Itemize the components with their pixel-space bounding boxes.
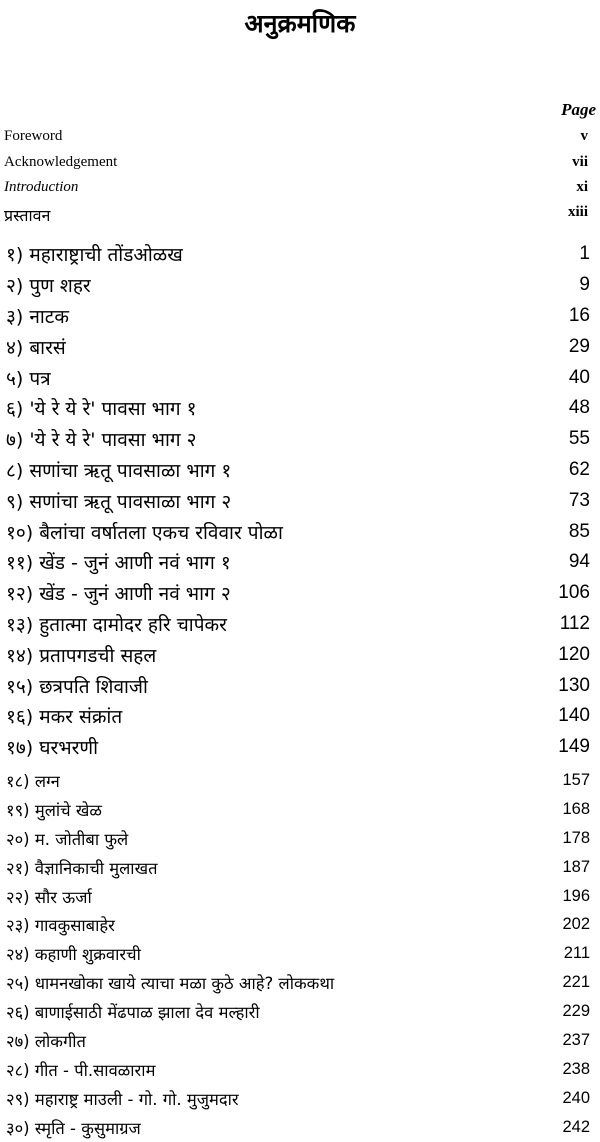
toc-entry (6, 547, 590, 578)
toc-entry (6, 1026, 590, 1055)
entry-title: ४) बारसं (6, 336, 66, 359)
entry-page: 240 (562, 1088, 590, 1107)
entry-title: २२) सौर ऊर्जा (6, 887, 92, 907)
toc-entry (6, 1113, 590, 1142)
entry-page: 202 (562, 915, 590, 934)
front-matter-label: Foreword (4, 128, 63, 144)
toc-entry (6, 701, 590, 732)
entry-page: 149 (558, 736, 590, 758)
entry-page: 85 (568, 520, 590, 542)
toc-entry (6, 968, 590, 997)
toc-entry (6, 578, 590, 609)
toc-entry (6, 1084, 590, 1113)
front-matter-page: v (580, 128, 588, 144)
toc-entry (6, 1055, 590, 1084)
entry-page: 196 (562, 886, 590, 905)
entry-page: 140 (558, 705, 590, 727)
entry-title: ६) 'ये रे ये रे' पावसा भाग १ (6, 398, 197, 421)
entry-title: २१) वैज्ञानिकाची मुलाखत (6, 858, 158, 878)
toc-entry (6, 997, 590, 1026)
entry-page: 55 (568, 428, 590, 450)
entry-page: 237 (562, 1030, 590, 1049)
front-matter-row (4, 179, 588, 196)
entry-title: १६) मकर संक्रांत (6, 706, 123, 729)
entry-page: 29 (568, 335, 590, 357)
chapter-list-continued (6, 766, 590, 1142)
entry-page: 187 (562, 857, 590, 876)
entry-title: २९) महाराष्ट्र माउली - गो. गो. मुजुमदार (6, 1089, 239, 1109)
entry-page: 48 (568, 397, 590, 419)
entry-title: १०) बैलांचा वर्षातला एकच रविवार पोळा (6, 521, 283, 544)
entry-title: ९) सणांचा ऋतू पावसाळा भाग २ (6, 490, 232, 513)
entry-title: १५) छत्रपति शिवाजी (6, 675, 148, 698)
front-matter-row (4, 128, 588, 145)
entry-title: २०) म. जोतीबा फुले (6, 829, 129, 849)
entry-page: 62 (568, 458, 590, 480)
toc-entry (6, 766, 590, 795)
toc-entry (6, 362, 590, 393)
entry-page: 130 (558, 674, 590, 696)
entry-title: ३) नाटक (6, 305, 69, 328)
entry-title: १९) मुलांचे खेळ (6, 800, 102, 820)
entry-page: 229 (562, 1002, 590, 1021)
front-matter-label: Acknowledgement (4, 154, 118, 170)
front-matter-page: xi (576, 179, 588, 195)
entry-title: ३०) स्मृति - कुसुमाग्रज (6, 1118, 141, 1138)
entry-page: 94 (568, 551, 590, 573)
entry-page: 238 (562, 1059, 590, 1078)
toc-entry (6, 853, 590, 882)
front-matter-row (4, 154, 588, 171)
entry-page: 1 (579, 243, 590, 265)
entry-page: 157 (562, 770, 590, 789)
toc-entry (6, 424, 590, 455)
toc-entry (6, 301, 590, 332)
entry-title: ८) सणांचा ऋतू पावसाळा भाग १ (6, 459, 232, 482)
entry-title: २४) कहाणी शुक्रवारची (6, 945, 141, 965)
entry-title: २७) लोकगीत (6, 1031, 86, 1051)
entry-title: ५) पत्र (6, 367, 51, 390)
entry-title: १) महाराष्ट्राची तोंडओळख (6, 244, 183, 267)
toc-entry (6, 393, 590, 424)
entry-page: 242 (562, 1117, 590, 1136)
toc-entry (6, 609, 590, 640)
page-title: अनुक्रमणिक (244, 9, 356, 38)
toc-entry (6, 239, 590, 270)
toc-entry (6, 910, 590, 939)
entry-page: 112 (559, 612, 590, 634)
entry-title: १८) लग्न (6, 771, 60, 791)
front-matter-label: Introduction (4, 179, 79, 195)
entry-title: २५) धामनखोका खाये त्याचा मळा कुठे आहे? लोककथा (6, 974, 335, 994)
toc-entry (6, 455, 590, 486)
front-matter-page: vii (572, 154, 588, 170)
entry-page: 40 (568, 366, 590, 388)
page-column-header: Page (561, 100, 596, 119)
toc-entry (6, 516, 590, 547)
toc-entry (6, 639, 590, 670)
toc-entry (6, 331, 590, 362)
entry-page: 106 (558, 582, 590, 604)
entry-title: १७) घरभरणी (6, 737, 98, 760)
entry-title: १३) हुतात्मा दामोदर हरि चापेकर (6, 613, 227, 636)
entry-title: १४) प्रतापगडची सहल (6, 644, 157, 667)
entry-page: 221 (562, 973, 590, 992)
toc-entry (6, 732, 590, 763)
entry-page: 16 (568, 304, 590, 326)
toc-entry (6, 824, 590, 853)
entry-title: २६) बाणाईसाठी मेंढपाळ झाला देव मल्हारी (6, 1003, 260, 1023)
toc-entry (6, 939, 590, 968)
entry-title: १२) खेंड - जुनं आणी नवं भाग २ (6, 583, 231, 606)
entry-title: ७) 'ये रे ये रे' पावसा भाग २ (6, 429, 197, 452)
front-matter-label: प्रस्तावन (4, 206, 51, 225)
chapter-list (6, 239, 590, 763)
entry-title: २३) गावकुसाबाहेर (6, 916, 115, 936)
entry-page: 178 (562, 828, 590, 847)
toc-entry (6, 795, 590, 824)
entry-title: ११) खेंड - जुनं आणी नवं भाग १ (6, 552, 231, 575)
entry-page: 211 (563, 944, 590, 963)
entry-page: 168 (562, 799, 590, 818)
toc-entry (6, 270, 590, 301)
front-matter-row (4, 204, 588, 226)
entry-title: २८) गीत - पी.सावळाराम (6, 1060, 156, 1080)
entry-page: 9 (579, 274, 590, 296)
front-matter-page: xiii (567, 204, 588, 220)
toc-entry (6, 485, 590, 516)
entry-page: 120 (558, 643, 590, 665)
toc-entry (6, 882, 590, 911)
entry-page: 73 (568, 489, 590, 511)
entry-title: २) पुण शहर (6, 275, 91, 298)
toc-entry (6, 670, 590, 701)
